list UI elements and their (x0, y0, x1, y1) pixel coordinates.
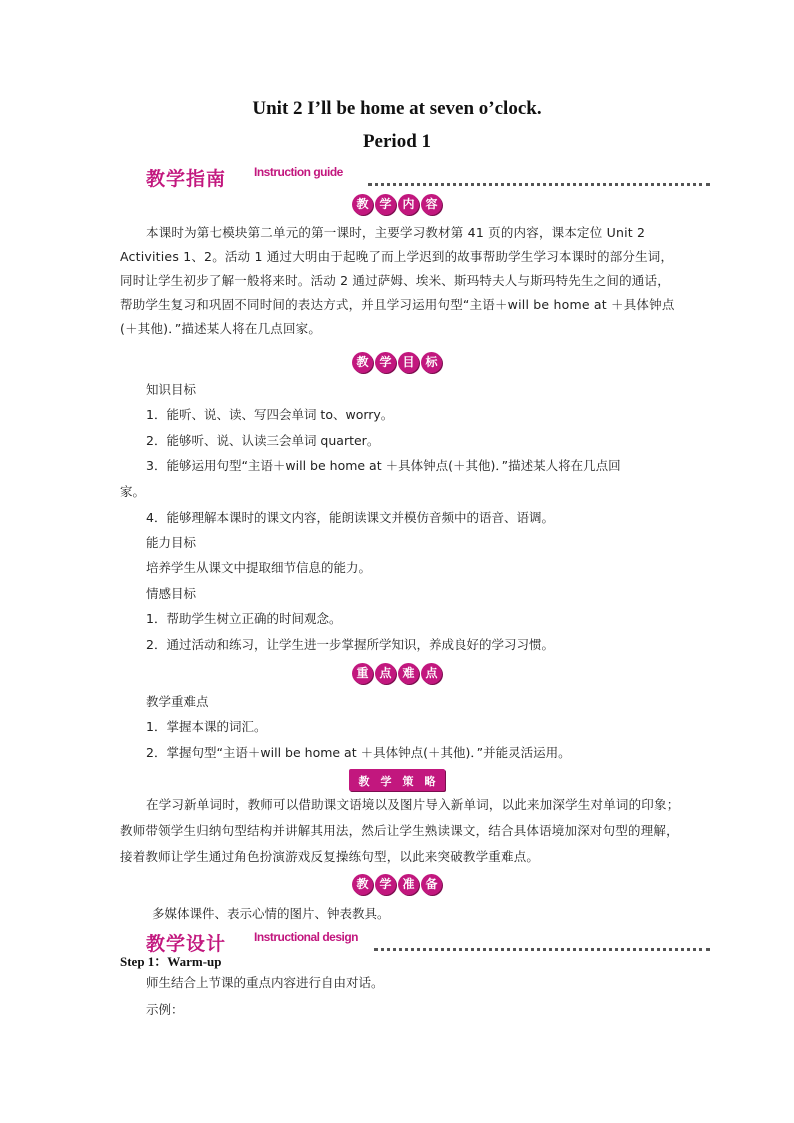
step-1-line-1: 师生结合上节课的重点内容进行自由对话。 (146, 975, 384, 990)
key-label: 教学重难点 (146, 694, 209, 709)
badge-char: 重 (352, 663, 373, 684)
prep-text: 多媒体课件、表示心情的图片、钟表教具。 (152, 906, 390, 921)
instruction-guide-header (146, 164, 710, 194)
content-badge (0, 193, 794, 217)
emotion-goal-2: 2．通过活动和练习，让学生进一步掌握所学知识，养成良好的学习习惯。 (146, 637, 554, 652)
instruction-guide-cn: 教学指南 (146, 168, 227, 190)
badge-char: 学 (375, 874, 396, 895)
step-1-title: Step 1：Warm-up (120, 954, 222, 969)
badge-char: 点 (375, 663, 396, 684)
badge-char: 点 (421, 663, 442, 684)
key-point-1: 1．掌握本课的词汇。 (146, 719, 267, 734)
knowledge-goal-3: 3．能够运用句型“主语＋will be home at ＋具体钟点(＋其他)．”描述某人将在几点回 (146, 458, 621, 473)
emotion-goal-1: 1．帮助学生树立正确的时间观念。 (146, 611, 342, 626)
step-1-line-2: 示例： (146, 1002, 184, 1017)
badge-char: 学 (375, 352, 396, 373)
prep-badge (0, 873, 794, 897)
emotion-label: 情感目标 (146, 586, 197, 601)
badge-char: 目 (398, 352, 419, 373)
goals-badge (0, 351, 794, 375)
dotted-divider (374, 948, 710, 951)
badge-char: 内 (398, 194, 419, 215)
badge-char: 教 (352, 352, 373, 373)
instruction-guide-en: Instruction guide (254, 165, 343, 179)
badge-char: 准 (398, 874, 419, 895)
badge-char: 备 (421, 874, 442, 895)
badge-char: 学 (375, 194, 396, 215)
badge-char: 标 (421, 352, 442, 373)
unit-title: Unit 2 I’ll be home at seven o’clock. (252, 98, 542, 119)
badge-char: 策 (402, 775, 414, 788)
badge-char: 教 (352, 874, 373, 895)
instructional-design-header (146, 929, 710, 959)
badge-char: 教 (358, 775, 370, 788)
ability-goal-1: 培养学生从课文中提取细节信息的能力。 (146, 560, 372, 575)
badge-char: 略 (424, 775, 436, 788)
strategy-badge (0, 769, 794, 793)
knowledge-goal-1: 1．能听、说、读、写四会单词 to、worry。 (146, 407, 394, 422)
badge-char: 容 (421, 194, 442, 215)
knowledge-label: 知识目标 (146, 382, 197, 397)
badge-char: 难 (398, 663, 419, 684)
knowledge-goal-3-cont: 家。 (120, 484, 146, 499)
knowledge-goal-2: 2．能够听、说、认读三会单词 quarter。 (146, 433, 380, 448)
badge-char: 教 (352, 194, 373, 215)
strategy-paragraph: 在学习新单词时，教师可以借助课文语境以及图片导入新单词，以此来加深学生对单词的印象；教师带领学生归纳句型结构并讲解其用法，然后让学生熟读课文，结合具体语境加深对句型的理解，接着教师让学生通过角色扮演游戏反复操练句型，以此来突破教学重难点。 (120, 797, 680, 864)
period-title: Period 1 (362, 131, 432, 152)
instructional-design-en: Instructional design (254, 930, 359, 944)
dotted-divider (368, 183, 710, 186)
badge-char: 学 (380, 775, 392, 788)
instructional-design-cn: 教学设计 (146, 933, 227, 955)
content-paragraph: 本课时为第七模块第二单元的第一课时，主要学习教材第 41 页的内容，课本定位 Unit 2 Activities 1、2。活动 1 通过大明由于起晚了而上学迟到的故事帮助学生学习本课时的部分生词，同时让学生初步了解一般将来时。活动 2 通过萨姆、埃米、斯玛特夫人与斯玛特先生之间的通话，帮助学生复习和巩固不同时间的表达方式，并且学习运用句型“主语＋will be home at ＋具体钟点(＋其他)．”描述某人将在几点回家。 (120, 225, 675, 336)
ability-label: 能力目标 (146, 535, 197, 550)
key-point-2: 2．掌握句型“主语＋will be home at ＋具体钟点(＋其他)．”并能灵活运用。 (146, 745, 571, 760)
key-badge (0, 662, 794, 686)
knowledge-goal-4: 4．能够理解本课时的课文内容，能朗读课文并模仿音频中的语音、语调。 (146, 510, 554, 525)
